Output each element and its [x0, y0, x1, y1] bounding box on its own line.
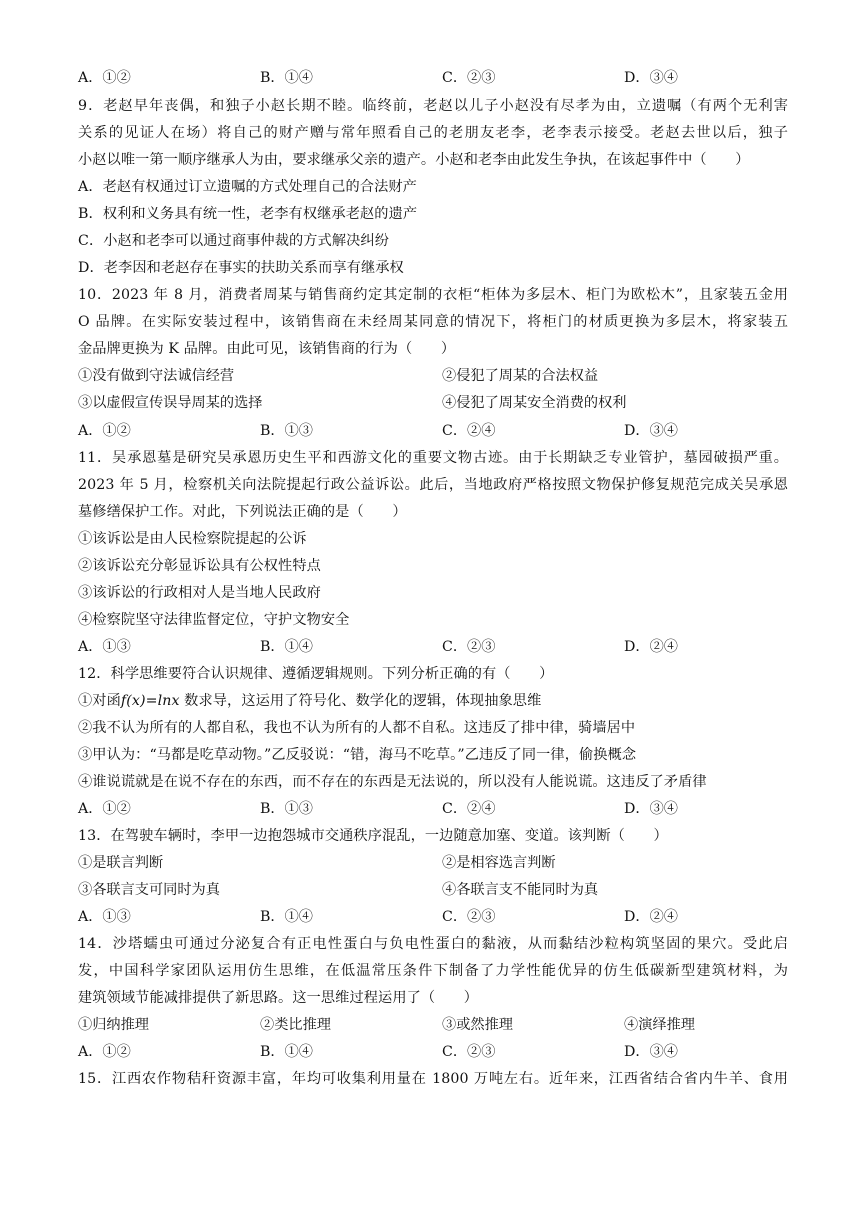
q13-options	[78, 907, 798, 927]
q12-options	[78, 799, 798, 819]
q14-option-a: A．①②	[78, 1044, 131, 1060]
q15-stem-line-1: 15．江西农作物秸秆资源丰富，年均可收集利用量在 1800 万吨左右。近年来，江西省结合省内牛羊、食用	[78, 1071, 788, 1087]
q12-option-a: A．①②	[78, 801, 131, 817]
q10-option-c: C．②④	[442, 423, 496, 439]
q13-option-c: C．②③	[442, 909, 496, 925]
q13-stem: 13．在驾驶车辆时，李甲一边抱怨城市交通秩序混乱，一边随意加塞、变道。该判断（ ）	[78, 828, 668, 844]
q10-options	[78, 421, 798, 441]
q13-option-a: A．①③	[78, 909, 131, 925]
q9-choice-b: B．权利和义务具有统一性，老李有权继承老赵的遗产	[78, 206, 418, 222]
q9-stem-line-2: 关系的见证人在场）将自己的财产赠与常年照看自己的老朋友老李，老李表示接受。老赵去世以后，独子	[78, 125, 788, 141]
q9-choice-a: A．老赵有权通过订立遗嘱的方式处理自己的合法财产	[78, 179, 417, 195]
q10-option-b: B．①③	[260, 423, 313, 439]
q14-stem-line-1: 14．沙塔蠕虫可通过分泌复合有正电性蛋白与负电性蛋白的黏液，从而黏结沙粒构筑坚固的果穴。受此启	[78, 936, 788, 952]
q12-item-1-formula: f(x)=lnx	[120, 693, 180, 709]
q13-item-4: ④各联言支不能同时为真	[442, 882, 599, 898]
q10-item-3: ③以虚假宣传误导周某的选择	[78, 395, 263, 411]
q12-item-3: ③甲认为：“马都是吃草动物。”乙反驳说：“错，海马不吃草。”乙违反了同一律，偷换概念	[78, 747, 637, 763]
q14-item-1: ①归纳推理	[78, 1017, 149, 1033]
q11-stem-line-1: 11．吴承恩墓是研究吴承恩历史生平和西游文化的重要文物古迹。由于长期缺乏专业管护，墓园破损严重。	[78, 450, 788, 466]
q9-choice-d: D．老李因和老赵存在事实的扶助关系而享有继承权	[78, 260, 404, 276]
q13-item-2: ②是相容选言判断	[442, 855, 556, 871]
q12-item-2: ②我不认为所有的人都自私，我也不认为所有的人都不自私。这违反了排中律，骑墙居中	[78, 720, 636, 736]
q14-option-d: D．③④	[624, 1044, 678, 1060]
q14-item-2: ②类比推理	[260, 1017, 331, 1033]
q11-options	[78, 637, 798, 657]
q14-items	[78, 1015, 798, 1035]
q10-items-row-1	[78, 366, 798, 386]
q9-choice-c: C．小赵和老李可以通过商事仲裁的方式解决纠纷	[78, 233, 389, 249]
q14-item-3: ③或然推理	[442, 1017, 513, 1033]
q11-item-3: ③该诉讼的行政相对人是当地人民政府	[78, 585, 321, 601]
q14-option-c: C．②③	[442, 1044, 496, 1060]
q13-item-1: ①是联言判断	[78, 855, 164, 871]
q11-option-c: C．②③	[442, 639, 496, 655]
q12-item-1	[78, 691, 788, 711]
q10-item-4: ④侵犯了周某安全消费的权利	[442, 395, 627, 411]
q14-stem-line-2: 发，中国科学家团队运用仿生思维，在低温常压条件下制备了力学性能优异的仿生低碳新型建筑材料，为	[78, 963, 788, 979]
q12-item-1-post: 数求导，这运用了符号化、数学化的逻辑，体现抽象思维	[179, 693, 542, 709]
q8-option-a: A．①②	[78, 70, 131, 86]
q10-option-d: D．③④	[624, 423, 678, 439]
q13-item-3: ③各联言支可同时为真	[78, 882, 220, 898]
q13-option-d: D．②④	[624, 909, 678, 925]
q8-option-b: B．①④	[260, 70, 313, 86]
q9-stem-line-1: 9．老赵早年丧偶，和独子小赵长期不睦。临终前，老赵以儿子小赵没有尽孝为由，立遗嘱（有两个无利害	[78, 98, 788, 114]
q11-stem-line-2: 2023 年 5 月，检察机关向法院提起行政公益诉讼。此后，当地政府严格按照文物保护修复规范完成关吴承恩	[78, 477, 788, 493]
q10-stem-line-2: O 品牌。在实际安装过程中，该销售商在未经周某同意的情况下，将柜门的材质更换为多层木，将家装五	[78, 314, 788, 330]
q12-option-b: B．①③	[260, 801, 313, 817]
q13-items-row-1	[78, 853, 798, 873]
q8-option-c: C．②③	[442, 70, 496, 86]
q9-stem-line-3: 小赵以唯一第一顺序继承人为由，要求继承父亲的遗产。小赵和老李由此发生争执，在该起事件中（ ）	[78, 152, 750, 168]
q11-option-b: B．①④	[260, 639, 313, 655]
q13-option-b: B．①④	[260, 909, 313, 925]
q13-items-row-2	[78, 880, 798, 900]
q10-stem-line-3: 金品牌更换为 K 品牌。由此可见，该销售商的行为（ ）	[78, 341, 456, 357]
q14-option-b: B．①④	[260, 1044, 313, 1060]
q12-option-d: D．③④	[624, 801, 678, 817]
q8-options	[78, 68, 798, 88]
q10-items-row-2	[78, 393, 798, 413]
q12-item-1-pre: ①对函	[78, 693, 121, 709]
q8-option-d: D．③④	[624, 70, 678, 86]
q12-option-c: C．②④	[442, 801, 496, 817]
q14-stem-line-3: 建筑领域节能减排提供了新思路。这一思维过程运用了（ ）	[78, 990, 479, 1006]
q12-stem: 12．科学思维要符合认识规律、遵循逻辑规则。下列分析正确的有（ ）	[78, 666, 554, 682]
q11-option-d: D．②④	[624, 639, 678, 655]
q14-options	[78, 1042, 798, 1062]
q10-item-2: ②侵犯了周某的合法权益	[442, 368, 599, 384]
q10-stem-line-1: 10．2023 年 8 月，消费者周某与销售商约定其定制的衣柜“柜体为多层木、柜门为欧松木”，且家装五金用	[78, 287, 788, 303]
q11-item-4: ④检察院坚守法律监督定位，守护文物安全	[78, 612, 350, 628]
q10-option-a: A．①②	[78, 423, 131, 439]
q11-option-a: A．①③	[78, 639, 131, 655]
q12-item-4: ④谁说谎就是在说不存在的东西，而不存在的东西是无法说的，所以没有人能说谎。这违反了矛盾律	[78, 774, 707, 790]
q11-stem-line-3: 墓修缮保护工作。对此，下列说法正确的是（ ）	[78, 504, 407, 520]
q11-item-1: ①该诉讼是由人民检察院提起的公诉	[78, 531, 307, 547]
q10-item-1: ①没有做到守法诚信经营	[78, 368, 235, 384]
q14-item-4: ④演绎推理	[624, 1017, 695, 1033]
q11-item-2: ②该诉讼充分彰显诉讼具有公权性特点	[78, 558, 321, 574]
